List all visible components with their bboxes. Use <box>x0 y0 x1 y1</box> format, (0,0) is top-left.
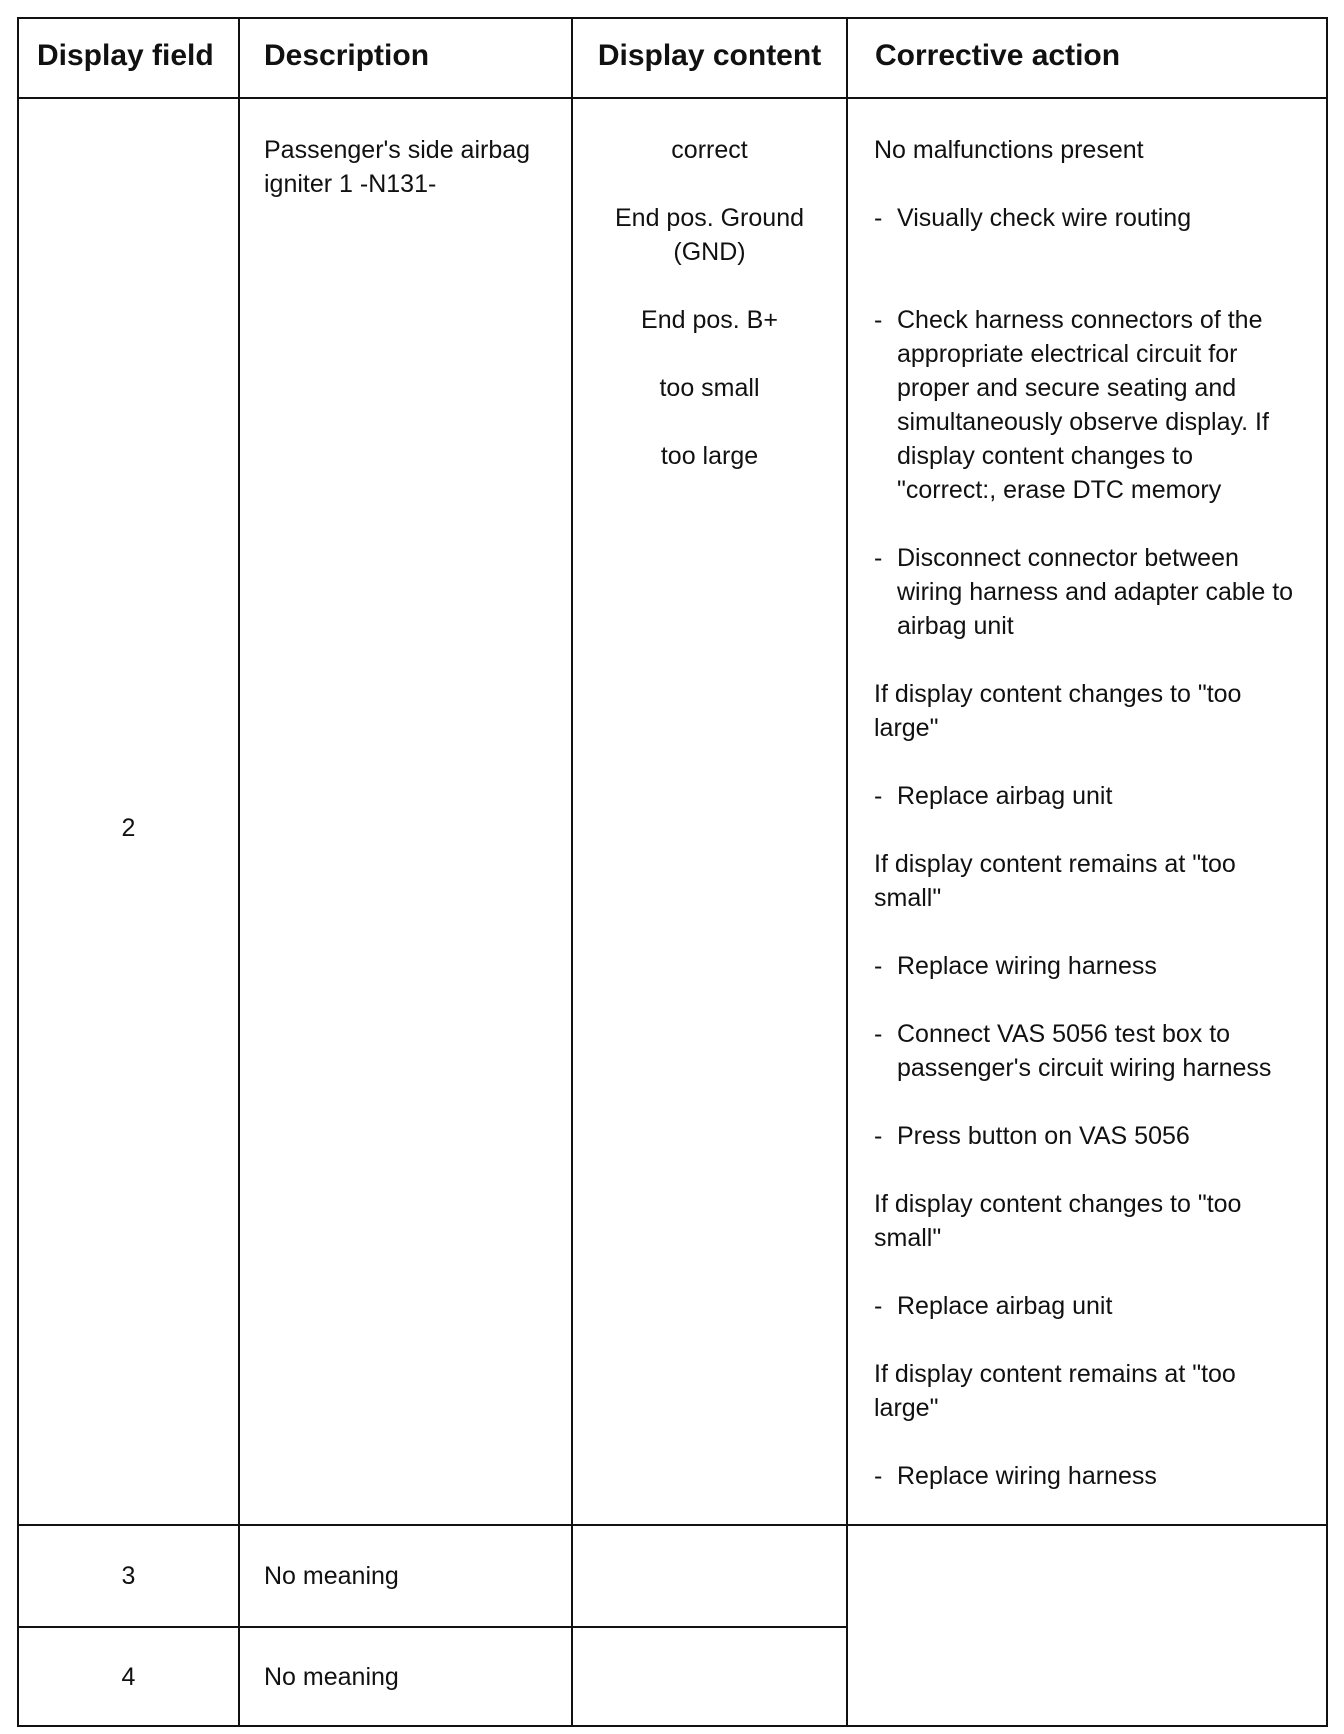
action-text: If display content changes to "too small" <box>874 1190 1242 1252</box>
action-step-text: Connect VAS 5056 test box to passenger's circuit wiring harness <box>897 1020 1272 1082</box>
action-text: If display content remains at "too large" <box>874 1360 1236 1422</box>
action-step <box>874 1459 1314 1493</box>
row-2-description: Passenger's side airbag igniter 1 -N131- <box>264 136 531 198</box>
action-step-text: Replace airbag unit <box>897 782 1113 810</box>
row-2-display-content <box>573 133 846 533</box>
row-4-description: No meaning <box>264 1663 399 1691</box>
action-step <box>874 1017 1274 1085</box>
action-step-text: Replace wiring harness <box>897 952 1157 980</box>
action-step <box>874 1119 1314 1153</box>
bullet-mark: - <box>874 952 883 980</box>
bullet-mark: - <box>874 1292 883 1320</box>
row-3-description: No meaning <box>264 1562 399 1590</box>
bullet-mark: - <box>874 204 883 232</box>
header-display-content: Display content <box>597 39 822 72</box>
action-step-text: Check harness connectors of the appropriate electrical circuit for proper and secure seating and simultaneously observe display. If display content changes to "correct:, erase DTC memory <box>897 306 1269 504</box>
row-divider <box>19 1524 1326 1526</box>
bullet-mark: - <box>874 544 883 572</box>
action-step <box>874 303 1294 507</box>
row-divider <box>19 1626 848 1628</box>
bullet-mark: - <box>874 1020 883 1048</box>
action-step-text: Visually check wire routing <box>897 204 1192 232</box>
column-divider <box>238 19 240 1725</box>
action-step-text: Disconnect connector between wiring harness and adapter cable to airbag unit <box>897 544 1294 640</box>
header-corrective-action: Corrective action <box>875 39 1121 72</box>
action-step-text: Press button on VAS 5056 <box>897 1122 1190 1150</box>
header-divider <box>19 97 1326 99</box>
action-step <box>874 779 1314 813</box>
bullet-mark: - <box>874 306 883 334</box>
action-step <box>874 949 1314 983</box>
row-2-field: 2 <box>121 814 136 842</box>
bullet-mark: - <box>874 1122 883 1150</box>
action-text: If display content remains at "too small" <box>874 850 1236 912</box>
action-step <box>874 201 1314 235</box>
action-step <box>874 1289 1314 1323</box>
action-step <box>874 541 1294 643</box>
row-2-corrective-action <box>874 133 1314 1513</box>
column-divider <box>846 19 848 1725</box>
display-content-item: End pos. Ground (GND) <box>614 204 804 266</box>
display-content-item: too large <box>660 442 759 470</box>
header-display-field: Display field <box>37 39 214 72</box>
header-description: Description <box>264 39 430 72</box>
bullet-mark: - <box>874 782 883 810</box>
row-4-field: 4 <box>121 1663 136 1691</box>
row-3-field: 3 <box>121 1562 136 1590</box>
bullet-mark: - <box>874 1462 883 1490</box>
action-text: No malfunctions present <box>874 136 1144 164</box>
display-field-table <box>17 17 1328 1727</box>
display-content-item: correct <box>671 136 748 164</box>
action-text: If display content changes to "too large" <box>874 680 1242 742</box>
action-step-text: Replace wiring harness <box>897 1462 1157 1490</box>
action-step-text: Replace airbag unit <box>897 1292 1113 1320</box>
display-content-item: End pos. B+ <box>641 306 778 334</box>
display-content-item: too small <box>659 374 760 402</box>
